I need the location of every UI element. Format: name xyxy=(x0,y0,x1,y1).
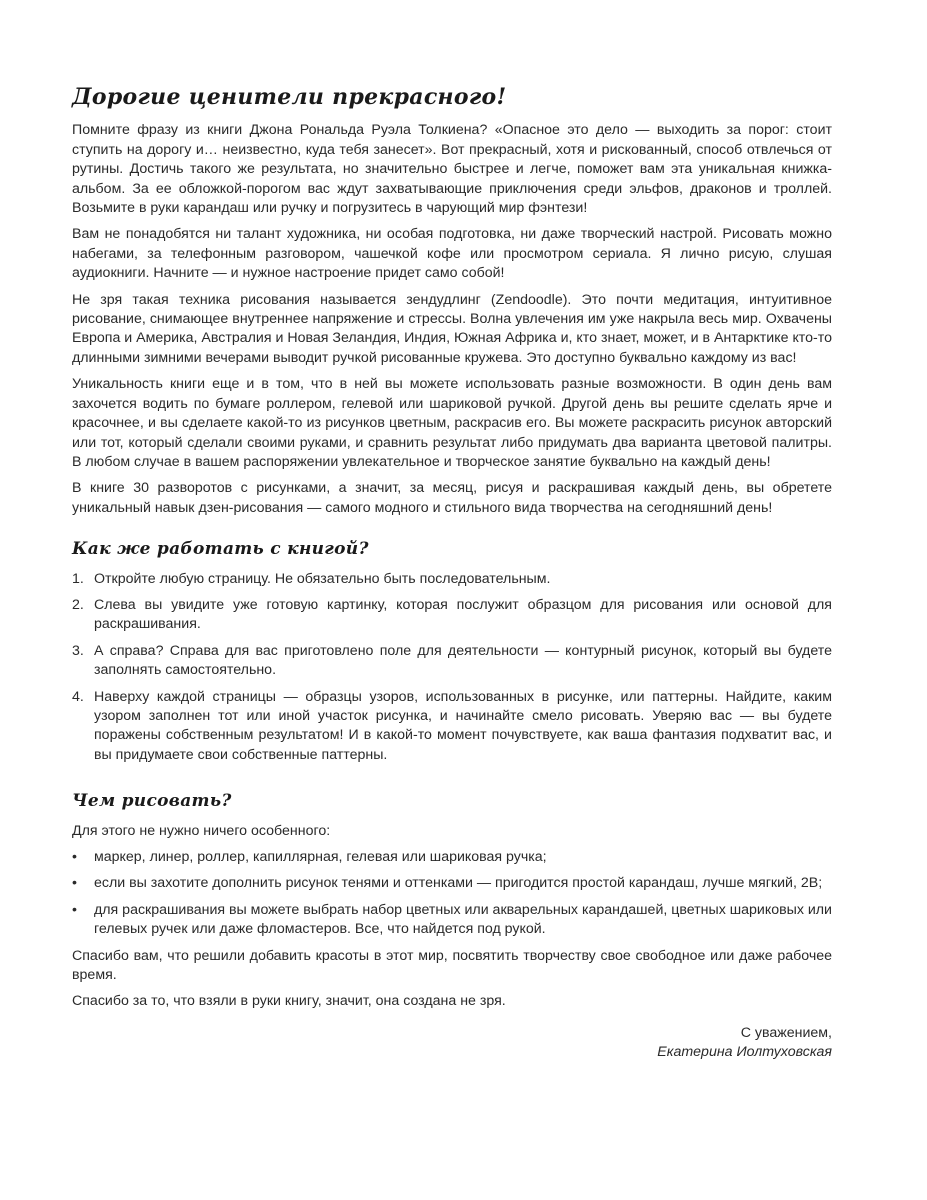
bullet-icon: • xyxy=(72,875,77,892)
intro-paragraph: Уникальность книги еще и в том, что в ней вы можете использовать разные возможности. В один день вам захочется водить по бумаге роллером, гелевой или шариковой ручкой. Другой день вы решите сделать ярче и красочнее, и вы сделаете какой-то из рисунков цветным, раскрасив его. Вы можете раскрасить рисунок авторский или тот, который сделали своими руками, и сравнить результат либо придумать два варианта цветовой палитры. В любом случае в вашем распоряжении увлекательное и творческое занятие буквально на каждый день! xyxy=(72,376,832,470)
list-number: 1. xyxy=(72,570,84,587)
list-item xyxy=(72,642,832,681)
numbered-list xyxy=(72,570,832,766)
bullet-list xyxy=(72,848,832,940)
list-item xyxy=(72,874,832,893)
list-item xyxy=(72,596,832,635)
list-item xyxy=(72,848,832,867)
lead-paragraph: Для этого не нужно ничего особенного: xyxy=(72,822,331,839)
intro-paragraph: В книге 30 разворотов с рисунками, а значит, за месяц, рисуя и раскрашивая каждый день, вы обретете уникальный навык дзен-рисования — самого модного и стильного вида творчества на сегодняшний день! xyxy=(72,480,832,516)
intro-paragraph: Помните фразу из книги Джона Рональда Руэла Толкиена? «Опасное это дело — выходить за порог: стоит ступить на дорогу и… неизвестно, куда тебя занесет». Вот прекрасный, хотя и рискованный, способ отвлечься от рутины. Достичь такого же результата, но значительно быстрее и легче, поможет вам эта уникальная книжка-альбом. За ее обложкой-порогом вас ждут захватывающие приключения среди эльфов, драконов и троллей. Возьмите в руки карандаш или ручку и погрузитесь в чарующий мир фэнтези! xyxy=(72,122,832,217)
list-number: 4. xyxy=(72,688,84,705)
intro-section xyxy=(72,121,832,518)
list-item-text: для раскрашивания вы можете выбрать набор цветных или акварельных карандашей, цветных шариковых или гелевых ручек или даже фломастеров. Все, что найдется под рукой. xyxy=(94,901,832,938)
bullet-icon: • xyxy=(72,901,77,918)
list-item-text: Слева вы увидите уже готовую картинку, которая послужит образцом для рисования или основой для раскрашивания. xyxy=(94,596,832,633)
closing-paragraph: Спасибо за то, что взяли в руки книгу, значит, она создана не зря. xyxy=(72,993,506,1010)
intro-paragraph: Не зря такая техника рисования называется зендудлинг (Zendoodle). Это почти медитация, интуитивное рисование, снимающее внутреннее напряжение и стрессы. Волна увлечения им уже накрыла весь мир. Охвачены Европа и Америка, Австралия и Новая Зеландия, Индия, Южная Африка и, кто знает, может, и в Антарктике кто-то длинными зимними вечерами выводит ручкой рисованные кружева. Это доступно буквально каждому из вас! xyxy=(72,291,832,366)
document-page xyxy=(72,84,832,1062)
what-to-draw-section xyxy=(72,792,832,1012)
section-heading: Чем рисовать? xyxy=(72,791,232,812)
list-number: 3. xyxy=(72,642,84,659)
list-number: 2. xyxy=(72,596,84,613)
closing-paragraph: Спасибо вам, что решили добавить красоты в этот мир, посвятить творчеству свое свободное или даже рабочее время. xyxy=(72,947,832,984)
how-to-section xyxy=(72,540,832,765)
signature-block xyxy=(72,1024,832,1062)
list-item xyxy=(72,901,832,940)
signature-author: Екатерина Иолтуховская xyxy=(657,1043,832,1060)
intro-paragraph: Вам не понадобятся ни талант художника, ни особая подготовка, ни даже творческий настрой. Рисовать можно набегами, за телефонным разговором, чашечкой кофе или просмотром сериала. Я лично рисую, слушая аудиокниги. Начните — и нужное настроение придет само собой! xyxy=(72,226,832,282)
section-heading: Как же работать с книгой? xyxy=(72,539,369,560)
list-item-text: если вы захотите дополнить рисунок тенями и оттенками — пригодится простой карандаш, лучше мягкий, 2В; xyxy=(94,875,823,892)
list-item xyxy=(72,688,832,766)
list-item-text: Наверху каждой страницы — образцы узоров, использованных в рисунке, или паттерны. Найдите, каким узором заполнен тот или иной участок рисунка, и начинайте смело рисовать. Уверяю вас — вы будете поражены собственным результатом! И в какой-то момент почувствуете, как ваша фантазия подхватит вас, и вы придумаете свои собственные паттерны. xyxy=(94,688,832,763)
signature-salutation: С уважением, xyxy=(740,1024,832,1041)
list-item-text: Откройте любую страницу. Не обязательно быть последовательным. xyxy=(94,570,551,587)
list-item xyxy=(72,570,832,589)
page-title: Дорогие ценители прекрасного! xyxy=(72,84,507,110)
list-item-text: А справа? Справа для вас приготовлено поле для деятельности — контурный рисунок, который вы будете заполнять самостоятельно. xyxy=(94,642,832,679)
bullet-icon: • xyxy=(72,849,77,865)
list-item-text: маркер, линер, роллер, капиллярная, гелевая или шариковая ручка; xyxy=(94,849,547,865)
